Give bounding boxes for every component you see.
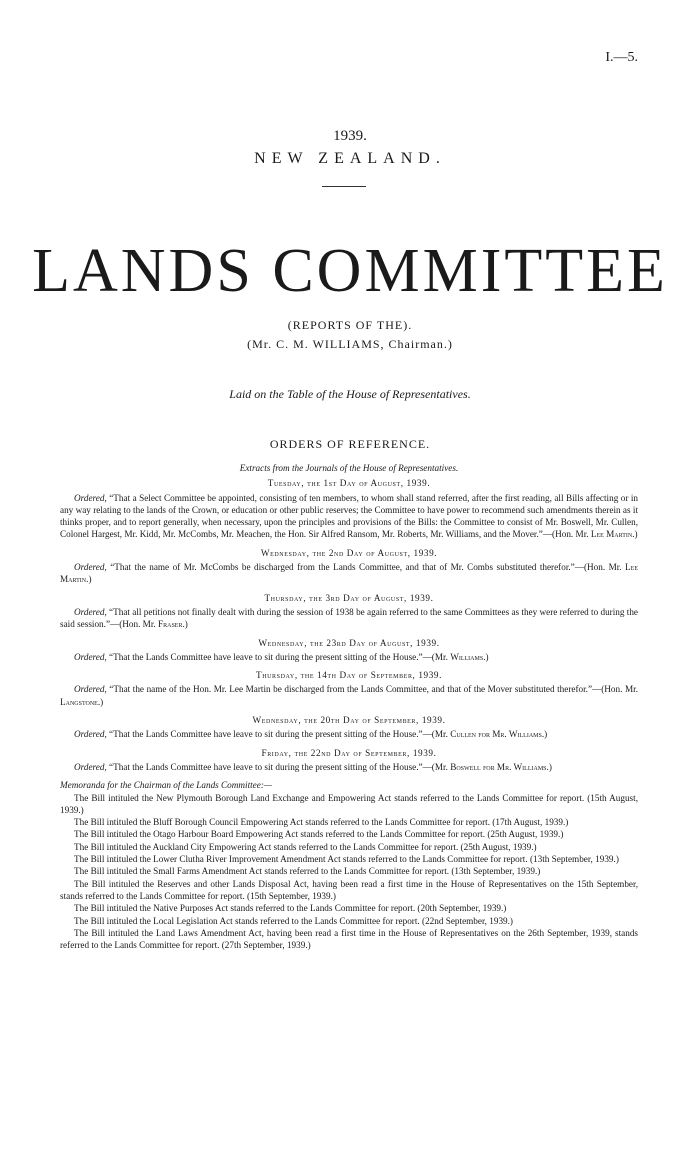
order-tail: .) bbox=[86, 574, 92, 585]
mover-name: Boswell for Mr. Williams bbox=[450, 761, 547, 772]
order-text: “That a Select Committee be appointed, consisting of ten members, to whom shall stand referred, after the first reading, all Bills affecting or in any way relating to the lands of the Crown, or education or other public reserves; the Committee to have power to recommend such amendments therein as it thinks proper, and to report generally, when necessary, upon the principles and provisions of the Bills: the Committee to consist of Mr. Boswell, Mr. Cullen, Colonel Hargest, Mr. Kidd, Mr. McCombs, Mr. Meachen, the Hon. Sir Alfred Ransom, Mr. Roberts, Mr. Williams, and the Mover.”—(Hon. Mr. bbox=[60, 492, 638, 540]
laid-on-table-note: Laid on the Table of the House of Representatives. bbox=[229, 387, 471, 401]
order-entry bbox=[60, 651, 638, 663]
mover-name: Fraser bbox=[158, 619, 183, 630]
country: NEW ZEALAND. bbox=[254, 150, 446, 167]
entry-date: Wednesday, the 23rd Day of August, 1939. bbox=[258, 637, 440, 648]
entry-date: Thursday, the 14th Day of September, 1939. bbox=[255, 670, 443, 681]
page-reference: I.—5. bbox=[605, 50, 638, 65]
entry-date: Tuesday, the 1st Day of August, 1939. bbox=[267, 478, 431, 489]
order-entry bbox=[60, 728, 638, 740]
mover-name: Williams bbox=[450, 651, 484, 662]
memorandum-item: The Bill intituled the Small Farms Amendment Act stands referred to the Lands Committee for report. (13th September, 1939.) bbox=[74, 866, 541, 877]
divider bbox=[322, 186, 366, 187]
ordered-label: Ordered, bbox=[74, 651, 107, 662]
mover-name: Langstone bbox=[60, 696, 98, 707]
order-tail: .) bbox=[632, 529, 638, 540]
memorandum-item: The Bill intituled the Auckland City Empowering Act stands referred to the Lands Committee for report. (25th August, 1939.) bbox=[74, 841, 537, 852]
order-tail: .) bbox=[182, 619, 188, 630]
order-tail: .) bbox=[546, 761, 552, 772]
order-tail: .) bbox=[97, 696, 104, 707]
order-entry bbox=[60, 492, 638, 541]
memorandum-item: The Bill intituled the New Plymouth Borough Land Exchange and Empowering Act stands referred to the Lands Committee for report. (15th August, 1939.) bbox=[60, 792, 638, 815]
order-text: “That the name of the Hon. Mr. Lee Martin be discharged from the Lands Committee, and that of the Mover substituted therefor.”—(Hon. Mr. bbox=[106, 684, 638, 695]
ordered-label: Ordered, bbox=[74, 562, 107, 573]
memorandum-item: The Bill intituled the Local Legislation Act stands referred to the Lands Committee for report. (22nd September, 1939.) bbox=[74, 915, 513, 926]
memorandum-item: The Bill intituled the Otago Harbour Board Empowering Act stands referred to the Lands Committee for report. (25th August, 1939.) bbox=[74, 829, 564, 840]
mover-name: Lee Martin bbox=[60, 562, 638, 585]
order-text: “That the name of Mr. McCombs be discharged from the Lands Committee, and that of Mr. Combs substituted therefor.”—(Hon. Mr. bbox=[106, 562, 626, 573]
entry-date: Thursday, the 3rd Day of August, 1939. bbox=[264, 592, 434, 603]
ordered-label: Ordered, bbox=[74, 492, 107, 503]
memoranda-list bbox=[60, 792, 638, 952]
memorandum-item: The Bill intituled the Land Laws Amendment Act, having been read a first time in the House of Representatives on the 26th September, 1939, stands referred to the Lands Committee for report. (27th September, 1939.) bbox=[60, 927, 638, 951]
order-entry bbox=[60, 761, 638, 773]
memorandum-item: The Bill intituled the Reserves and other Lands Disposal Act, having been read a first time in the House of Representatives on the 15th September, stands referred to the Lands Committee for report. (15th September, 1939.) bbox=[60, 878, 638, 901]
orders-body bbox=[60, 462, 638, 951]
order-entry bbox=[60, 606, 638, 631]
memoranda-heading: Memoranda for the Chairman of the Lands Committee:— bbox=[60, 780, 273, 791]
chairman-line: (Mr. C. M. WILLIAMS, Chairman.) bbox=[247, 337, 453, 351]
order-tail: .) bbox=[483, 651, 489, 662]
entry-date: Wednesday, the 2nd Day of August, 1939. bbox=[260, 547, 438, 558]
entry-date: Friday, the 22nd Day of September, 1939. bbox=[261, 747, 437, 758]
extracts-note: Extracts from the Journals of the House of Representatives. bbox=[239, 463, 459, 473]
memorandum-item: The Bill intituled the Native Purposes Act stands referred to the Lands Committee for report. (20th September, 1939.) bbox=[74, 903, 507, 914]
ordered-label: Ordered, bbox=[74, 729, 107, 740]
order-text: “That the Lands Committee have leave to sit during the present sitting of the House.”—(Mr. bbox=[106, 651, 451, 662]
order-entries bbox=[60, 477, 638, 773]
order-text: “That the Lands Committee have leave to sit during the present sitting of the House.”—(Mr. bbox=[106, 761, 451, 772]
year: 1939. bbox=[333, 128, 367, 144]
ordered-label: Ordered, bbox=[74, 761, 107, 772]
subtitle: (REPORTS OF THE). bbox=[287, 318, 413, 332]
ordered-label: Ordered, bbox=[74, 606, 107, 617]
order-text: “That the Lands Committee have leave to sit during the present sitting of the House.”—(Mr. bbox=[106, 729, 451, 740]
memorandum-item: The Bill intituled the Lower Clutha River Improvement Amendment Act stands referred to the Lands Committee for report. (13th September, 1939.) bbox=[74, 854, 619, 865]
memorandum-item: The Bill intituled the Bluff Borough Council Empowering Act stands referred to the Lands Committee for report. (17th August, 1939.) bbox=[74, 817, 569, 828]
order-entry bbox=[60, 561, 638, 586]
order-tail: .) bbox=[541, 729, 548, 740]
entry-date: Wednesday, the 20th Day of September, 1939. bbox=[252, 715, 446, 726]
page-title: LANDS COMMITTEE bbox=[32, 237, 668, 305]
orders-of-reference-heading: ORDERS OF REFERENCE. bbox=[269, 437, 431, 451]
order-entry bbox=[60, 683, 638, 708]
ordered-label: Ordered, bbox=[74, 684, 107, 695]
mover-name: Lee Martin bbox=[590, 529, 633, 540]
order-text: “That all petitions not finally dealt with during the session of 1938 be again referred to the same Committees as they were referred to during the said session.”—(Hon. Mr. bbox=[60, 606, 638, 630]
mover-name: Cullen for Mr. Williams bbox=[450, 729, 542, 740]
